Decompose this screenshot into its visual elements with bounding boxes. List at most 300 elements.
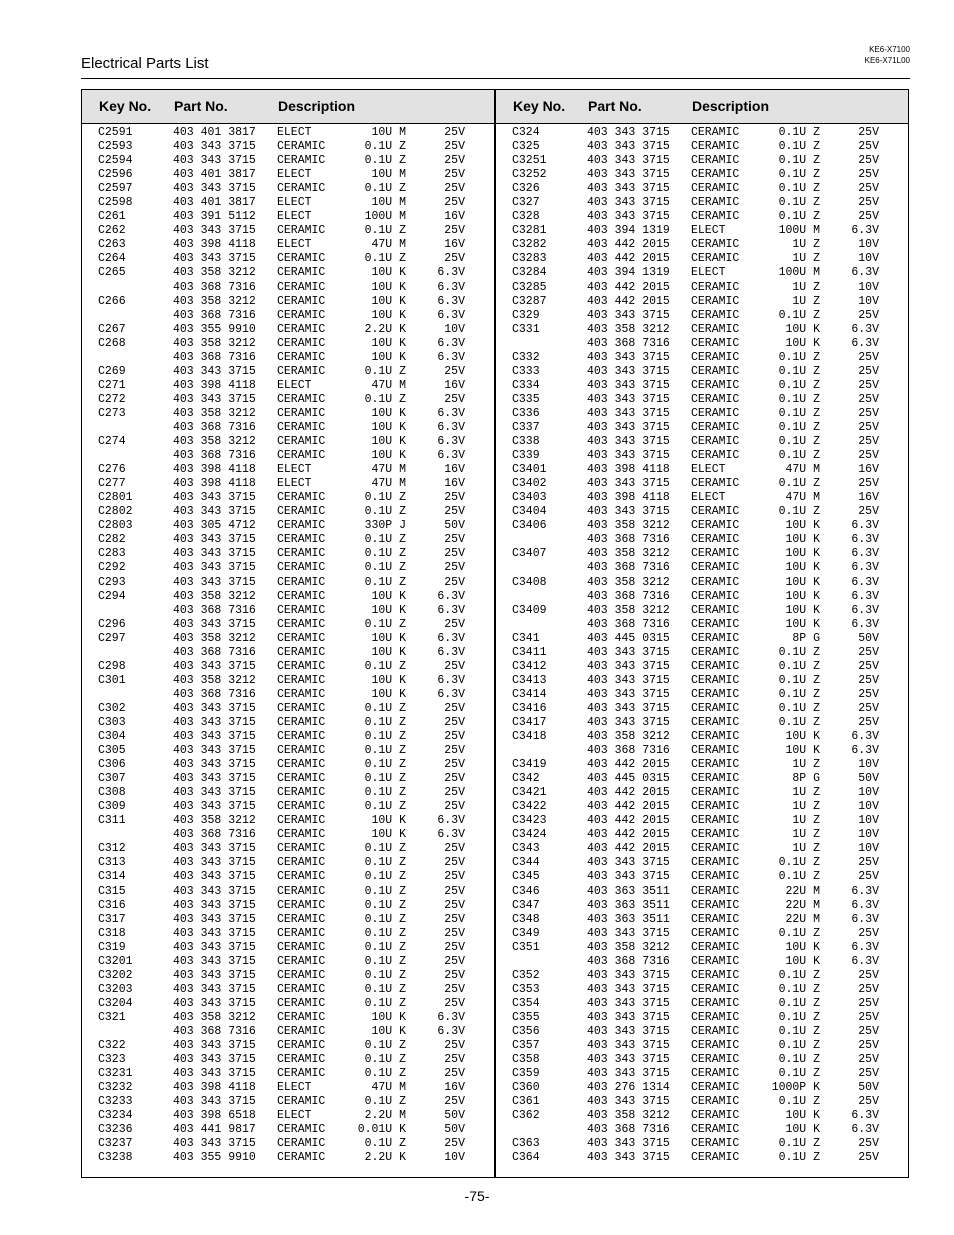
component-type: CERAMIC <box>691 730 740 744</box>
table-row <box>82 660 465 674</box>
key-number: C3282 <box>512 238 547 252</box>
part-number: 403 343 3715 <box>587 406 670 420</box>
table-row <box>82 842 465 856</box>
voltage-rating: 6.3V <box>437 350 465 364</box>
part-number: 403 343 3715 <box>173 996 256 1010</box>
key-number: C3422 <box>512 800 547 814</box>
component-value: 10U K <box>371 336 406 350</box>
part-number: 403 398 4118 <box>173 238 256 252</box>
part-number: 403 358 3212 <box>173 435 256 449</box>
table-row <box>82 407 465 421</box>
voltage-rating: 16V <box>444 238 465 252</box>
voltage-rating: 50V <box>858 631 879 645</box>
component-value: 330P J <box>364 519 406 533</box>
key-number: C283 <box>98 547 126 561</box>
voltage-rating: 6.3V <box>851 224 879 238</box>
parts-column-left <box>82 126 465 1165</box>
component-value: 10U K <box>371 266 406 280</box>
component-type: ELECT <box>277 378 312 392</box>
component-type: CERAMIC <box>277 758 326 772</box>
component-value: 0.1U Z <box>364 926 406 940</box>
table-row <box>496 477 879 491</box>
table-row <box>82 997 465 1011</box>
key-number: C322 <box>98 1039 126 1053</box>
component-type: CERAMIC <box>691 420 740 434</box>
key-number: C2801 <box>98 491 133 505</box>
table-row <box>496 182 879 196</box>
table-row <box>496 126 879 140</box>
page-title: Electrical Parts List <box>81 55 209 72</box>
table-row <box>82 1081 465 1095</box>
table-row <box>82 632 465 646</box>
component-type: CERAMIC <box>277 645 326 659</box>
part-number: 403 343 3715 <box>173 926 256 940</box>
component-type: CERAMIC <box>691 154 740 168</box>
component-value: 10U K <box>371 449 406 463</box>
key-number: C308 <box>98 786 126 800</box>
key-number: C338 <box>512 435 540 449</box>
component-type: CERAMIC <box>277 772 326 786</box>
voltage-rating: 25V <box>444 730 465 744</box>
key-number: C339 <box>512 449 540 463</box>
key-number: C3287 <box>512 294 547 308</box>
table-row <box>496 772 879 786</box>
key-number: C328 <box>512 210 540 224</box>
part-number: 403 343 3715 <box>173 701 256 715</box>
component-type: CERAMIC <box>277 687 326 701</box>
component-type: CERAMIC <box>277 1095 326 1109</box>
voltage-rating: 25V <box>858 856 879 870</box>
component-value: 0.1U Z <box>778 715 820 729</box>
table-row <box>82 1053 465 1067</box>
key-number: C334 <box>512 378 540 392</box>
component-value: 0.1U Z <box>778 1151 820 1165</box>
table-row <box>496 449 879 463</box>
part-number: 403 343 3715 <box>587 1137 670 1151</box>
voltage-rating: 6.3V <box>851 589 879 603</box>
key-number: C3404 <box>512 505 547 519</box>
part-number: 403 343 3715 <box>173 140 256 154</box>
table-row <box>496 379 879 393</box>
voltage-rating: 25V <box>858 1053 879 1067</box>
voltage-rating: 25V <box>444 1067 465 1081</box>
voltage-rating: 25V <box>444 154 465 168</box>
component-value: 0.1U Z <box>778 926 820 940</box>
component-value: 47U M <box>371 378 406 392</box>
key-number: C265 <box>98 266 126 280</box>
voltage-rating: 25V <box>444 547 465 561</box>
component-value: 10U K <box>371 280 406 294</box>
table-row <box>496 758 879 772</box>
voltage-rating: 16V <box>444 1081 465 1095</box>
table-row <box>496 266 879 280</box>
component-type: CERAMIC <box>691 1137 740 1151</box>
component-value: 0.1U Z <box>364 800 406 814</box>
component-type: CERAMIC <box>691 308 740 322</box>
key-number: C261 <box>98 210 126 224</box>
key-number: C364 <box>512 1151 540 1165</box>
voltage-rating: 6.3V <box>437 406 465 420</box>
component-type: CERAMIC <box>691 210 740 224</box>
component-value: 10U K <box>785 589 820 603</box>
voltage-rating: 25V <box>444 870 465 884</box>
part-number: 403 358 3212 <box>173 673 256 687</box>
part-number: 403 358 3212 <box>587 730 670 744</box>
component-type: CERAMIC <box>277 505 326 519</box>
component-value: 1U Z <box>792 294 820 308</box>
table-row <box>82 1011 465 1025</box>
voltage-rating: 25V <box>444 1053 465 1067</box>
table-row <box>82 1151 465 1165</box>
table-row <box>82 941 465 955</box>
table-row <box>496 1151 879 1165</box>
component-type: CERAMIC <box>277 898 326 912</box>
table-row <box>496 407 879 421</box>
component-value: 10U K <box>371 435 406 449</box>
component-value: 10U K <box>371 308 406 322</box>
voltage-rating: 25V <box>444 940 465 954</box>
table-row <box>496 618 879 632</box>
component-value: 0.1U Z <box>778 435 820 449</box>
component-value: 1U Z <box>792 786 820 800</box>
component-type: CERAMIC <box>691 435 740 449</box>
component-value: 100U M <box>364 210 406 224</box>
key-number: C296 <box>98 617 126 631</box>
component-value: 0.1U Z <box>364 575 406 589</box>
voltage-rating: 50V <box>444 519 465 533</box>
component-value: 0.1U Z <box>364 561 406 575</box>
table-row <box>82 309 465 323</box>
table-row <box>82 772 465 786</box>
voltage-rating: 25V <box>444 926 465 940</box>
voltage-rating: 16V <box>858 491 879 505</box>
key-number: C304 <box>98 730 126 744</box>
table-row <box>82 421 465 435</box>
component-value: 0.1U Z <box>364 364 406 378</box>
voltage-rating: 25V <box>444 617 465 631</box>
component-type: CERAMIC <box>691 631 740 645</box>
part-number: 403 368 7316 <box>173 828 256 842</box>
voltage-rating: 25V <box>444 168 465 182</box>
key-number: C354 <box>512 996 540 1010</box>
component-type: CERAMIC <box>691 968 740 982</box>
part-number: 403 343 3715 <box>173 912 256 926</box>
key-number: C3231 <box>98 1067 133 1081</box>
table-row <box>82 828 465 842</box>
component-type: CERAMIC <box>277 744 326 758</box>
key-number: C3285 <box>512 280 547 294</box>
part-number: 403 343 3715 <box>587 1053 670 1067</box>
component-value: 0.1U Z <box>364 996 406 1010</box>
component-value: 0.1U Z <box>778 392 820 406</box>
part-number: 403 358 3212 <box>173 814 256 828</box>
component-value: 0.1U Z <box>364 392 406 406</box>
key-number: C272 <box>98 392 126 406</box>
table-row <box>496 210 879 224</box>
table-row <box>496 814 879 828</box>
table-row <box>82 449 465 463</box>
key-number: C357 <box>512 1039 540 1053</box>
voltage-rating: 25V <box>444 140 465 154</box>
key-number: C3284 <box>512 266 547 280</box>
column-header-description: Description <box>692 98 770 114</box>
component-value: 0.1U Z <box>364 1067 406 1081</box>
table-row <box>82 505 465 519</box>
component-type: CERAMIC <box>277 786 326 800</box>
voltage-rating: 25V <box>858 926 879 940</box>
part-number: 403 368 7316 <box>587 617 670 631</box>
component-type: CERAMIC <box>691 238 740 252</box>
part-number: 403 343 3715 <box>173 758 256 772</box>
key-number: C333 <box>512 364 540 378</box>
part-number: 403 358 3212 <box>587 603 670 617</box>
table-row <box>496 421 879 435</box>
component-type: ELECT <box>277 126 312 139</box>
voltage-rating: 25V <box>444 701 465 715</box>
key-number: C349 <box>512 926 540 940</box>
key-number: C3417 <box>512 715 547 729</box>
table-row <box>496 238 879 252</box>
table-row <box>496 1053 879 1067</box>
voltage-rating: 10V <box>444 322 465 336</box>
component-type: CERAMIC <box>691 336 740 350</box>
table-row <box>82 1025 465 1039</box>
component-value: 0.1U Z <box>778 659 820 673</box>
voltage-rating: 25V <box>858 968 879 982</box>
part-number: 403 343 3715 <box>173 744 256 758</box>
component-type: CERAMIC <box>691 800 740 814</box>
part-number: 403 398 4118 <box>587 491 670 505</box>
part-number: 403 343 3715 <box>173 884 256 898</box>
component-type: CERAMIC <box>691 673 740 687</box>
key-number: C3204 <box>98 996 133 1010</box>
component-type: CERAMIC <box>277 954 326 968</box>
component-value: 1U Z <box>792 800 820 814</box>
part-number: 403 343 3715 <box>173 617 256 631</box>
voltage-rating: 10V <box>858 800 879 814</box>
component-value: 2.2U K <box>364 1151 406 1165</box>
voltage-rating: 6.3V <box>851 519 879 533</box>
table-row <box>82 955 465 969</box>
table-row <box>496 646 879 660</box>
component-value: 10U K <box>371 420 406 434</box>
component-value: 10U K <box>371 1010 406 1024</box>
component-value: 0.1U Z <box>778 420 820 434</box>
key-number: C3234 <box>98 1109 133 1123</box>
component-value: 2.2U M <box>364 1109 406 1123</box>
key-number: C335 <box>512 392 540 406</box>
key-number: C3407 <box>512 547 547 561</box>
voltage-rating: 25V <box>444 224 465 238</box>
component-type: CERAMIC <box>691 687 740 701</box>
voltage-rating: 25V <box>444 392 465 406</box>
voltage-rating: 6.3V <box>437 1025 465 1038</box>
key-number: C352 <box>512 968 540 982</box>
component-type: CERAMIC <box>691 126 740 139</box>
table-row <box>496 533 879 547</box>
voltage-rating: 25V <box>444 715 465 729</box>
voltage-rating: 6.3V <box>851 1123 879 1137</box>
part-number: 403 363 3511 <box>587 912 670 926</box>
key-number: C356 <box>512 1025 540 1038</box>
key-number: C309 <box>98 800 126 814</box>
part-number: 403 442 2015 <box>587 786 670 800</box>
component-value: 10U K <box>371 1025 406 1038</box>
table-row <box>496 899 879 913</box>
table-row <box>496 660 879 674</box>
component-type: CERAMIC <box>691 996 740 1010</box>
component-type: CERAMIC <box>691 406 740 420</box>
key-number: C263 <box>98 238 126 252</box>
component-type: CERAMIC <box>691 814 740 828</box>
voltage-rating: 25V <box>858 1039 879 1053</box>
part-number: 403 343 3715 <box>173 561 256 575</box>
key-number: C268 <box>98 336 126 350</box>
component-type: CERAMIC <box>277 828 326 842</box>
key-number: C3283 <box>512 252 547 266</box>
part-number: 403 368 7316 <box>173 603 256 617</box>
component-value: 0.1U Z <box>778 687 820 701</box>
key-number: C331 <box>512 322 540 336</box>
key-number: C336 <box>512 406 540 420</box>
part-number: 403 343 3715 <box>587 392 670 406</box>
component-type: ELECT <box>277 463 312 477</box>
component-type: CERAMIC <box>277 224 326 238</box>
key-number: C262 <box>98 224 126 238</box>
table-row <box>82 983 465 997</box>
part-number: 403 343 3715 <box>173 1067 256 1081</box>
component-type: CERAMIC <box>277 182 326 196</box>
component-type: CERAMIC <box>277 294 326 308</box>
part-number: 403 343 3715 <box>587 982 670 996</box>
table-row <box>496 702 879 716</box>
part-number: 403 368 7316 <box>173 1025 256 1038</box>
table-row <box>82 885 465 899</box>
component-type: CERAMIC <box>277 1123 326 1137</box>
table-row <box>496 604 879 618</box>
voltage-rating: 25V <box>858 1067 879 1081</box>
part-number: 403 343 3715 <box>173 1053 256 1067</box>
component-value: 0.1U Z <box>778 1025 820 1038</box>
key-number: C267 <box>98 322 126 336</box>
component-type: CERAMIC <box>691 182 740 196</box>
component-value: 10U M <box>371 126 406 139</box>
key-number: C3423 <box>512 814 547 828</box>
component-type: CERAMIC <box>277 435 326 449</box>
component-value: 10U K <box>785 547 820 561</box>
voltage-rating: 25V <box>858 140 879 154</box>
component-type: CERAMIC <box>277 491 326 505</box>
voltage-rating: 25V <box>444 505 465 519</box>
component-type: CERAMIC <box>691 1123 740 1137</box>
part-number: 403 343 3715 <box>173 982 256 996</box>
voltage-rating: 10V <box>858 758 879 772</box>
component-type: CERAMIC <box>277 350 326 364</box>
component-type: CERAMIC <box>277 870 326 884</box>
voltage-rating: 6.3V <box>851 898 879 912</box>
component-type: CERAMIC <box>277 336 326 350</box>
component-value: 10U K <box>371 814 406 828</box>
table-row <box>82 1109 465 1123</box>
key-number: C3409 <box>512 603 547 617</box>
part-number: 403 343 3715 <box>173 800 256 814</box>
voltage-rating: 25V <box>858 1151 879 1165</box>
component-type: CERAMIC <box>277 575 326 589</box>
voltage-rating: 25V <box>858 154 879 168</box>
table-row <box>496 927 879 941</box>
voltage-rating: 25V <box>444 533 465 547</box>
component-value: 0.1U Z <box>364 856 406 870</box>
key-number: C355 <box>512 1010 540 1024</box>
part-number: 403 368 7316 <box>587 533 670 547</box>
key-number: C3424 <box>512 828 547 842</box>
voltage-rating: 25V <box>444 996 465 1010</box>
component-value: 0.1U Z <box>778 406 820 420</box>
part-number: 403 343 3715 <box>587 182 670 196</box>
part-number: 403 343 3715 <box>587 870 670 884</box>
part-number: 403 343 3715 <box>587 126 670 139</box>
key-number: C346 <box>512 884 540 898</box>
component-type: CERAMIC <box>277 1039 326 1053</box>
table-row <box>496 323 879 337</box>
component-value: 10U K <box>371 589 406 603</box>
table-row <box>82 702 465 716</box>
component-value: 1U Z <box>792 238 820 252</box>
table-row <box>496 590 879 604</box>
component-value: 0.1U Z <box>364 968 406 982</box>
component-type: CERAMIC <box>691 898 740 912</box>
voltage-rating: 25V <box>858 378 879 392</box>
part-number: 403 398 4118 <box>173 477 256 491</box>
table-row <box>82 477 465 491</box>
voltage-rating: 25V <box>444 575 465 589</box>
component-value: 10U K <box>785 533 820 547</box>
table-row <box>496 983 879 997</box>
key-number: C3414 <box>512 687 547 701</box>
voltage-rating: 6.3V <box>851 940 879 954</box>
part-number: 403 343 3715 <box>587 140 670 154</box>
component-type: CERAMIC <box>277 308 326 322</box>
component-value: 0.1U Z <box>364 224 406 238</box>
voltage-rating: 25V <box>858 701 879 715</box>
model-code: KE6-X71L00 <box>864 56 910 65</box>
table-row <box>82 379 465 393</box>
component-value: 0.1U Z <box>364 758 406 772</box>
key-number: C302 <box>98 701 126 715</box>
table-row <box>82 126 465 140</box>
component-value: 100U M <box>778 224 820 238</box>
component-type: CERAMIC <box>691 772 740 786</box>
voltage-rating: 50V <box>858 772 879 786</box>
key-number: C318 <box>98 926 126 940</box>
component-type: CERAMIC <box>277 1053 326 1067</box>
key-number: C312 <box>98 842 126 856</box>
component-value: 22U M <box>785 884 820 898</box>
part-number: 403 343 3715 <box>173 772 256 786</box>
part-number: 403 343 3715 <box>587 645 670 659</box>
voltage-rating: 6.3V <box>851 561 879 575</box>
component-value: 10U K <box>371 673 406 687</box>
component-type: CERAMIC <box>277 631 326 645</box>
key-number: C3401 <box>512 463 547 477</box>
voltage-rating: 25V <box>858 420 879 434</box>
voltage-rating: 6.3V <box>437 645 465 659</box>
component-type: CERAMIC <box>691 954 740 968</box>
key-number: C351 <box>512 940 540 954</box>
part-number: 403 368 7316 <box>173 449 256 463</box>
table-row <box>496 913 879 927</box>
key-number: C3281 <box>512 224 547 238</box>
